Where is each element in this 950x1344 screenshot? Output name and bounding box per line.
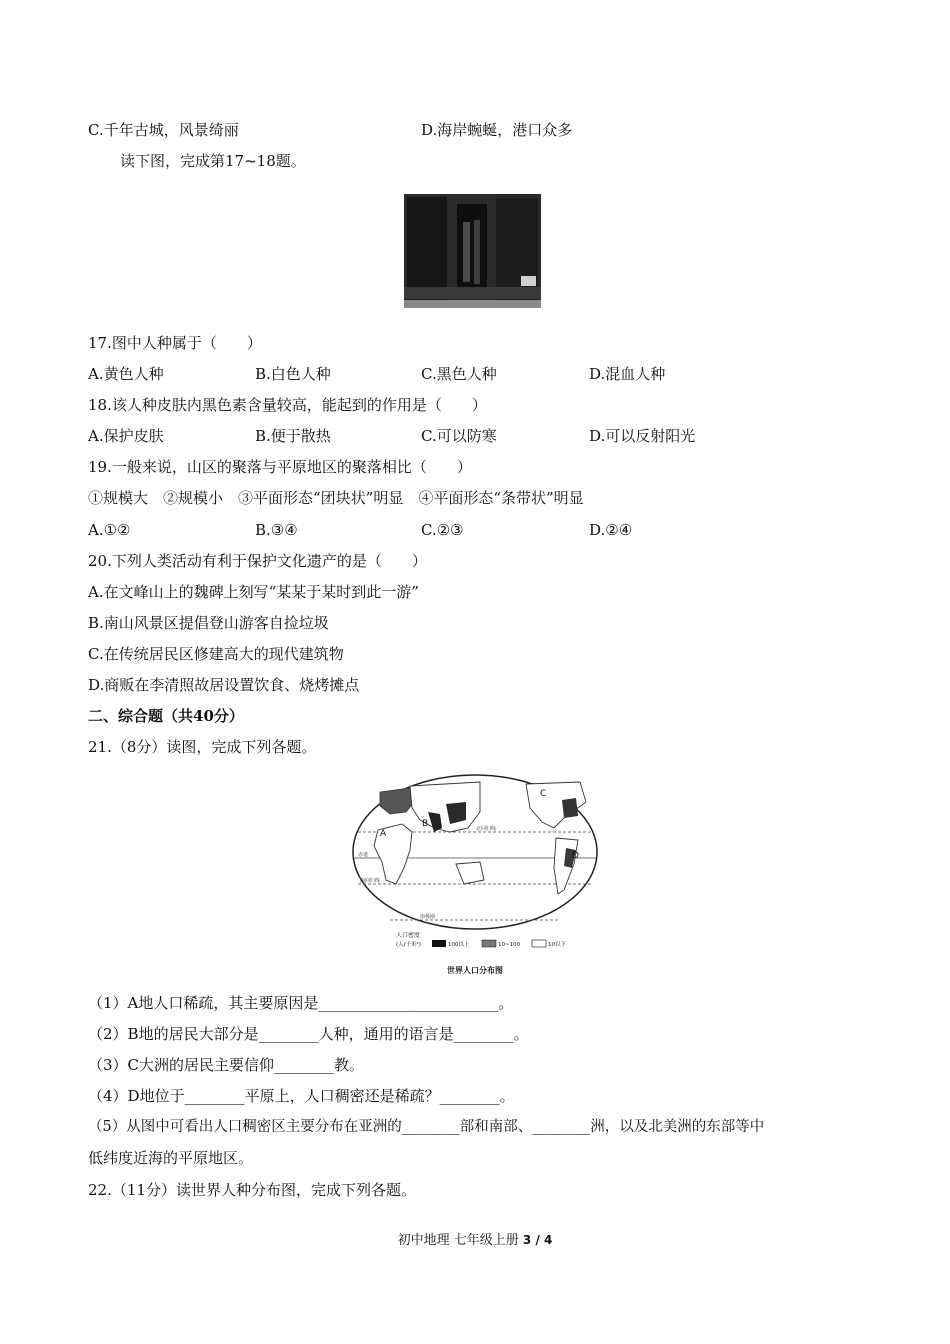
q21-part-5-cont: 低纬度近海的平原地区。	[88, 1149, 254, 1167]
map-label-c: C	[540, 789, 547, 799]
legend-mid: 10~100	[498, 942, 521, 948]
map-label-d: D	[572, 851, 579, 861]
q19-statements: ①规模大 ②规模小 ③平面形态“团块状”明显 ④平面形态“条带状”明显	[88, 489, 584, 507]
q17-option-b: B.白色人种	[255, 365, 331, 383]
q19-option-c: C.②③	[421, 521, 464, 539]
q17-option-a: A.黄色人种	[88, 365, 164, 383]
q22-stem: 22.（11分）读世界人种分布图，完成下列各题。	[88, 1181, 416, 1199]
tropic-south-label: 南回归线	[360, 878, 381, 884]
q19-option-b: B.③④	[255, 521, 298, 539]
legend-unit: (人/千米²)	[396, 942, 421, 948]
intro-17-18: 读下图，完成第17~18题。	[120, 152, 306, 170]
world-population-map	[350, 772, 600, 980]
q17-stem: 17.图中人种属于（ ）	[88, 334, 262, 352]
tropic-north-label: 北回归线	[476, 826, 497, 832]
q21-part-4: （4）D地位于________平原上，人口稠密还是稀疏？________。	[88, 1087, 515, 1105]
section-2-heading: 二、综合题（共40分）	[88, 707, 244, 725]
q20-option-c: C.在传统居民区修建高大的现代建筑物	[88, 645, 344, 663]
q21-part-2: （2）B地的居民大部分是________人种，通用的语言是________。	[88, 1025, 529, 1043]
q18-option-d: D.可以反射阳光	[589, 427, 696, 445]
q21-part-5: （5）从图中可看出人口稠密区主要分布在亚洲的________部和南部、________洲，以及北美洲的东部等中	[88, 1119, 765, 1135]
legend-high: 100以上	[448, 942, 470, 948]
q21-part-1: （1）A地人口稀疏，其主要原因是________________________。	[88, 994, 514, 1012]
q19-stem: 19.一般来说，山区的聚落与平原地区的聚落相比（ ）	[88, 458, 472, 476]
q18-stem: 18.该人种皮肤内黑色素含量较高，能起到的作用是（ ）	[88, 396, 487, 414]
legend-mid-swatch	[482, 940, 496, 947]
legend-title: 人口密度	[396, 932, 421, 939]
map-label-b: B	[422, 819, 429, 829]
page-footer	[0, 1229, 950, 1248]
map-label-a: A	[380, 829, 387, 839]
q16-option-d: D.海岸蜿蜒，港口众多	[421, 121, 573, 139]
page-number: 3 / 4	[522, 1233, 553, 1247]
q20-option-d: D.商贩在李清照故居设置饮食、烧烤摊点	[88, 676, 360, 694]
footer-text: 初中地理 七年级上册	[397, 1233, 519, 1248]
people-photo	[401, 192, 543, 314]
legend-high-swatch	[432, 940, 446, 947]
q17-option-c: C.黑色人种	[421, 365, 497, 383]
q19-option-a: A.①②	[88, 521, 131, 539]
q17-option-d: D.混血人种	[589, 365, 666, 383]
legend-low-swatch	[532, 940, 546, 947]
antarctic-label: 南极圈	[420, 914, 436, 920]
q20-stem: 20.下列人类活动有利于保护文化遗产的是（ ）	[88, 552, 427, 570]
q20-option-b: B.南山风景区提倡登山游客自捡垃圾	[88, 614, 329, 632]
map-title: 世界人口分布图	[447, 966, 503, 975]
q18-option-b: B.便于散热	[255, 427, 331, 445]
q18-option-a: A.保护皮肤	[88, 427, 164, 445]
q18-option-c: C.可以防寒	[421, 427, 497, 445]
legend-low: 10以下	[548, 942, 566, 948]
q19-option-d: D.②④	[589, 521, 633, 539]
q21-stem: 21.（8分）读图，完成下列各题。	[88, 738, 317, 756]
q20-option-a: A.在文峰山上的魏碑上刻写“某某于某时到此一游”	[88, 583, 419, 601]
equator-label: 赤道	[358, 852, 369, 858]
q21-part-3: （3）C大洲的居民主要信仰________教。	[88, 1056, 365, 1074]
q16-option-c: C.千年古城，风景绮丽	[88, 121, 239, 139]
